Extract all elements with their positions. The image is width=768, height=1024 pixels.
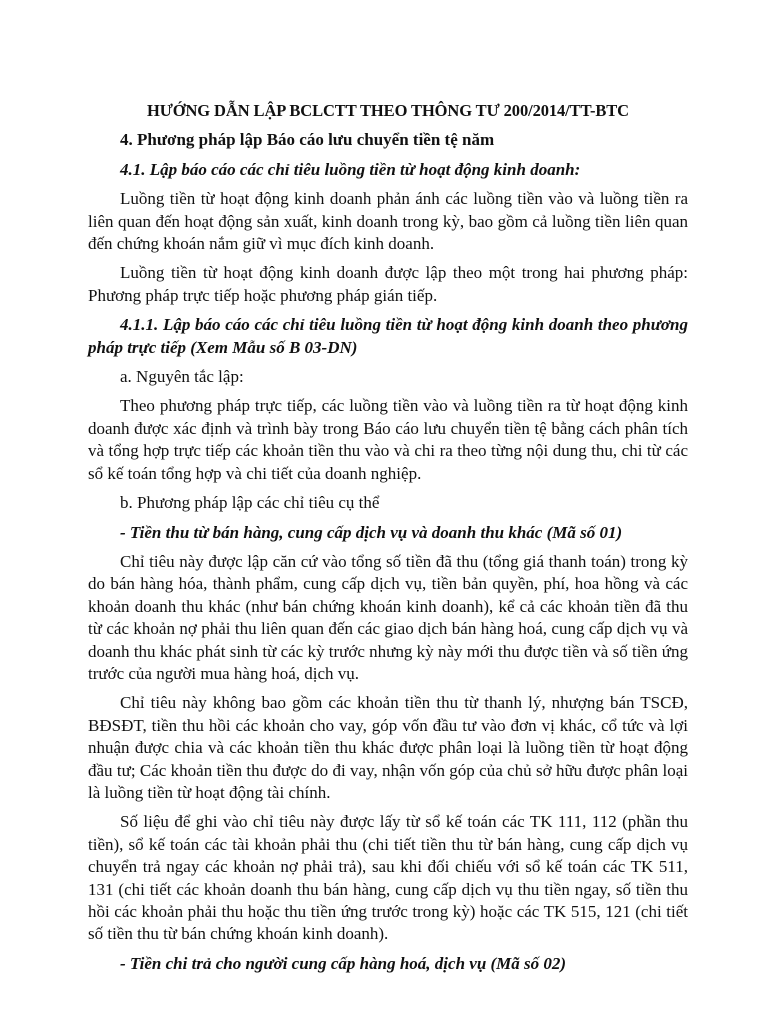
list-item-b: b. Phương pháp lập các chỉ tiêu cụ thể <box>120 493 380 513</box>
document-title: HƯỚNG DẪN LẬP BCLCTT THEO THÔNG TƯ 200/2014/TT-BTC <box>146 101 629 120</box>
subheading-ma-so-01: - Tiền thu từ bán hàng, cung cấp dịch vụ và doanh thu khác (Mã số 01) <box>120 522 623 542</box>
subheading-ma-so-02: - Tiền chi trả cho người cung cấp hàng hoá, dịch vụ (Mã số 02) <box>120 953 567 973</box>
paragraph: Chỉ tiêu này không bao gồm các khoản tiền thu từ thanh lý, nhượng bán TSCĐ, BĐSĐT, tiền thu hồi các khoản cho vay, góp vốn đầu tư vào đơn vị khác, cổ tức và lợi nhuận được chia và các khoản tiền thu khác được phân loại là luồng tiền từ hoạt động đầu tư; Các khoản tiền thu được do đi vay, nhận vốn góp của chủ sở hữu được phân loại là luồng tiền từ hoạt động tài chính. <box>88 693 688 802</box>
paragraph: Số liệu để ghi vào chỉ tiêu này được lấy từ sổ kế toán các TK 111, 112 (phần thu tiền), sổ kế toán các tài khoản phải thu (chi tiết tiền thu từ bán hàng, cung cấp dịch vụ chuyển trả ngay các khoản nợ phải trả), sau khi đối chiếu với sổ kế toán các TK 511, 131 (chi tiết các khoản doanh thu bán hàng, cung cấp dịch vụ thu tiền ngay, số tiền thu hồi các khoản phải thu hoặc thu tiền ứng trước trong kỳ) hoặc các TK 515, 121 (chi tiết số tiền thu từ bán chứng khoán kinh doanh). <box>88 812 688 944</box>
section-heading-4-1-1: 4.1.1. Lập báo cáo các chỉ tiêu luồng tiền từ hoạt động kinh doanh theo phương pháp trực tiếp (Xem Mẫu số B 03-DN) <box>88 315 688 357</box>
paragraph: Chỉ tiêu này được lập căn cứ vào tổng số tiền đã thu (tổng giá thanh toán) trong kỳ do bán hàng hóa, thành phẩm, cung cấp dịch vụ, tiền bản quyền, phí, hoa hồng và các khoản doanh thu khác (như bán chứng khoán kinh doanh), kể cả các khoản tiền đã thu từ các khoản nợ phải thu liên quan đến các giao dịch bán hàng hoá, cung cấp dịch vụ và doanh thu khác phát sinh từ các kỳ trước nhưng kỳ này mới thu được tiền và số tiền ứng trước của người mua hàng hoá, dịch vụ. <box>88 551 688 683</box>
section-heading-4: 4. Phương pháp lập Báo cáo lưu chuyển tiền tệ năm <box>120 130 495 150</box>
paragraph: Luồng tiền từ hoạt động kinh doanh phản ánh các luồng tiền vào và luồng tiền ra liên quan đến hoạt động sản xuất, kinh doanh trong kỳ, bao gồm cả luồng tiền liên quan đến chứng khoán nắm giữ vì mục đích kinh doanh. <box>88 189 688 254</box>
section-heading-4-1: 4.1. Lập báo cáo các chỉ tiêu luồng tiền từ hoạt động kinh doanh: <box>120 159 581 179</box>
paragraph: Luồng tiền từ hoạt động kinh doanh được lập theo một trong hai phương pháp: Phương pháp trực tiếp hoặc phương pháp gián tiếp. <box>88 263 688 305</box>
document-page <box>88 88 688 1008</box>
list-item-a: a. Nguyên tắc lập: <box>120 367 244 387</box>
paragraph: Theo phương pháp trực tiếp, các luồng tiền vào và luồng tiền ra từ hoạt động kinh doanh được xác định và trình bày trong Báo cáo lưu chuyển tiền tệ bằng cách phân tích và tổng hợp trực tiếp các khoản tiền thu vào và chi ra theo từng nội dung thu, chi từ các sổ kế toán tổng hợp và chi tiết của doanh nghiệp. <box>88 396 688 483</box>
